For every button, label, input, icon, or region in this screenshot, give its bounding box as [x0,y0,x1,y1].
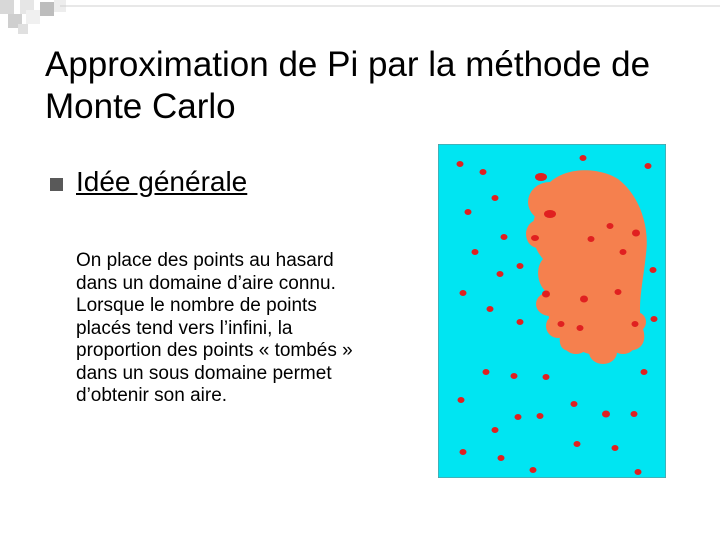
point [558,321,565,327]
bullet-heading: Idée générale [76,166,248,197]
point [571,401,578,407]
point [465,209,472,215]
point [498,455,505,461]
point [531,235,539,241]
point [458,397,465,403]
point [542,291,550,298]
point [615,289,622,295]
point [457,161,464,167]
point [651,316,658,322]
point [632,230,640,237]
point [602,411,610,418]
point [537,413,544,419]
point [517,263,524,269]
point [501,234,508,240]
point [580,296,588,303]
point [517,319,524,325]
point [460,290,467,296]
point [620,249,627,255]
point [535,173,547,181]
point [577,325,584,331]
point [544,210,556,218]
point [460,449,467,455]
point [574,441,581,447]
body-paragraph: On place des points au hasard dans un domaine d’aire connu. Lorsque le nombre de points placés tend vers l’infini, la proportion des points « tombés » dans un sous domaine permet d’obtenir son aire. [76,250,353,406]
point [530,467,537,473]
point [631,411,638,417]
point [483,369,490,375]
point [650,267,657,273]
point [511,373,518,379]
point [632,321,639,327]
bullet-square-icon [50,178,63,191]
point [607,223,614,229]
point [497,271,504,277]
monte-carlo-figure [438,144,666,478]
decorative-squares [0,0,720,40]
point [543,374,550,380]
point [492,427,499,433]
point [580,155,587,161]
point [612,445,619,451]
point [641,369,648,375]
point [588,236,595,242]
point [472,249,479,255]
point [635,469,642,475]
point [515,414,522,420]
point [645,163,652,169]
point [487,306,494,312]
slide-title: Approximation de Pi par la méthode de Monte Carlo [45,45,651,126]
point [492,195,499,201]
point [480,169,487,175]
